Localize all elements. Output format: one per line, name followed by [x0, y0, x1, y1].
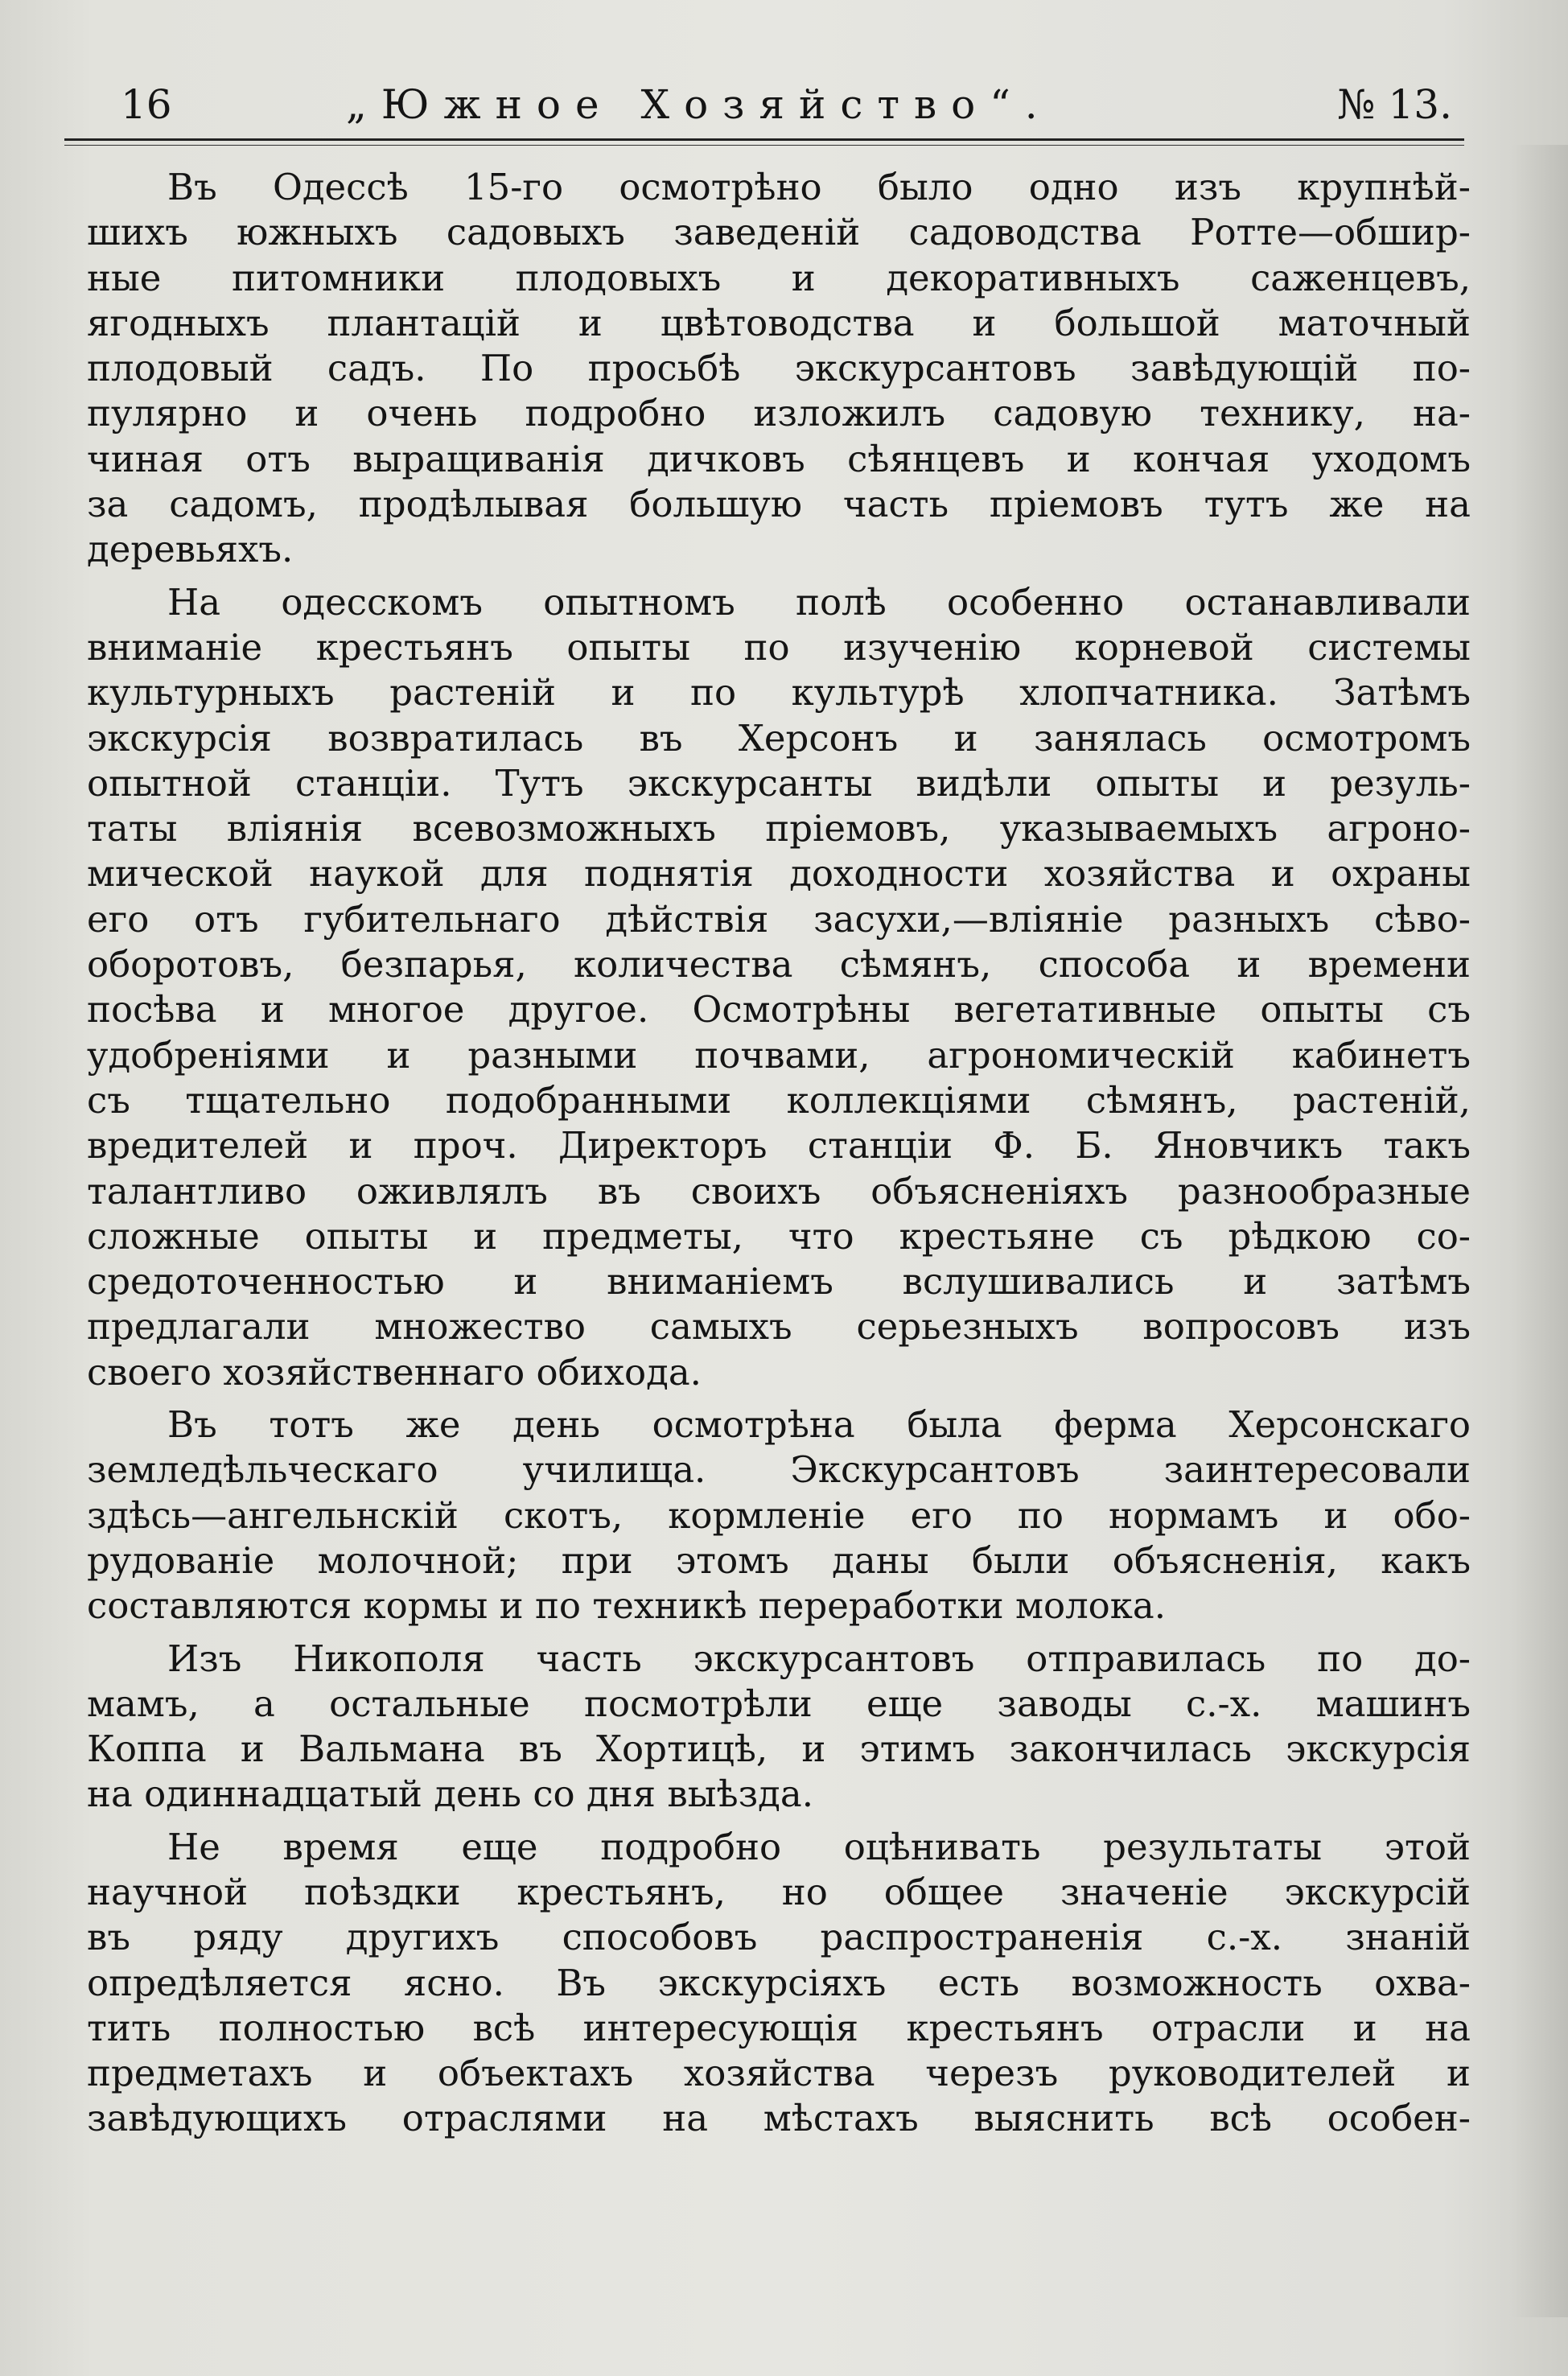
text-line: съ тщательно подобранными коллекцiями сѣмянъ, растенiй, [87, 1078, 1471, 1122]
text-line: средоточенностью и вниманiемъ вслушивались и затѣмъ [87, 1260, 1471, 1303]
paragraph-odessa-garden [87, 165, 1471, 573]
text-line: на одиннадцатый день со дня выѣзда. [87, 1773, 814, 1816]
text-line: сложные опыты и предметы, что крестьяне съ рѣдкою со- [87, 1214, 1471, 1258]
issue-number: № 13. [1337, 81, 1452, 128]
text-line: опытной станцiи. Тутъ экскурсанты видѣли опыты и резуль- [87, 761, 1471, 805]
text-line: научной поѣздки крестьянъ, но общее значенiе экскурсiй [87, 1870, 1471, 1913]
text-line: предлагали множество самыхъ серьезныхъ вопросовъ изъ [87, 1305, 1471, 1349]
text-line: культурныхъ растенiй и по культурѣ хлопчатника. Затѣмъ [87, 671, 1471, 714]
text-line: Изъ Никополя часть экскурсантовъ отправилась по до- [167, 1637, 1471, 1680]
text-line: своего хозяйственнаго обихода. [87, 1350, 702, 1394]
paragraph-conclusions [87, 1825, 1471, 2142]
text-line: вниманiе крестьянъ опыты по изученiю корневой системы [87, 625, 1471, 669]
text-line: здѣсь—ангельнскiй скотъ, кормленiе его по нормамъ и обо- [87, 1493, 1471, 1537]
text-line: тить полностью всѣ интересующiя крестьянъ отрасли и на [87, 2006, 1471, 2049]
text-line: таты влiянiя всевозможныхъ прiемовъ, указываемыхъ агроно- [87, 807, 1471, 850]
article-body [87, 165, 1471, 2149]
text-line: чиная отъ выращиванiя дичковъ сѣянцевъ и кончая уходомъ [87, 437, 1471, 480]
text-line: Не время еще подробно оцѣнивать результаты этой [167, 1825, 1471, 1868]
text-line: завѣдующихъ отраслями на мѣстахъ выяснить всѣ особен- [87, 2097, 1471, 2140]
paragraph-experimental-field [87, 580, 1471, 1395]
text-line: пулярно и очень подробно изложилъ садовую технику, на- [87, 392, 1471, 435]
text-line: ягодныхъ плантацiй и цвѣтоводства и большой маточный [87, 301, 1471, 344]
text-line: мической наукой для поднятiя доходности хозяйства и охраны [87, 852, 1471, 896]
facing-page-bleed [1512, 145, 1568, 2317]
header-rule-thin [64, 145, 1464, 146]
text-line: составляются кормы и по техникѣ переработки молока. [87, 1584, 1167, 1628]
text-line: деревьяхъ. [87, 528, 294, 571]
text-line: Въ тотъ же день осмотрѣна была ферма Херсонскаго [167, 1403, 1471, 1447]
text-line: На одесскомъ опытномъ полѣ особенно останавливали [167, 580, 1471, 624]
text-line: экскурсiя возвратилась въ Херсонъ и занялась осмотромъ [87, 716, 1471, 760]
paragraph-kherson-farm [87, 1402, 1471, 1629]
text-line: предметахъ и объектахъ хозяйства черезъ руководителей и [87, 2052, 1471, 2095]
text-line: земледѣльческаго училища. Экскурсантовъ заинтересовали [87, 1448, 1471, 1492]
header-rule-thick [64, 138, 1464, 141]
text-line: въ ряду другихъ способовъ распространенiя с.-х. знанiй [87, 1916, 1471, 1959]
text-line: талантливо оживлялъ въ своихъ объясненiяхъ разнообразные [87, 1169, 1471, 1213]
text-line: Въ Одессѣ 15-го осмотрѣно было одно изъ крупнѣй- [167, 166, 1471, 208]
text-line: плодовый садъ. По просьбѣ экскурсантовъ завѣдующiй по- [87, 347, 1471, 390]
text-line: опредѣляется ясно. Въ экскурсiяхъ есть возможность охва- [87, 1961, 1471, 2004]
text-line: его отъ губительнаго дѣйствiя засухи,—влiянiе разныхъ сѣво- [87, 897, 1471, 941]
text-line: шихъ южныхъ садовыхъ заведенiй садоводства Ротте—обшир- [87, 211, 1471, 254]
text-line: рудованiе молочной; при этомъ даны были объясненiя, какъ [87, 1538, 1471, 1582]
text-line: ные питомники плодовыхъ и декоративныхъ саженцевъ, [87, 256, 1471, 299]
text-line: вредителей и проч. Директоръ станцiи Ф. Б. Яновчикъ такъ [87, 1124, 1471, 1167]
page-number: 16 [121, 81, 172, 128]
paragraph-nikopol [87, 1637, 1471, 1818]
text-line: мамъ, а остальные посмотрѣли еще заводы с.-х. машинъ [87, 1682, 1471, 1725]
text-line: удобренiями и разными почвами, агрономическiй кабинетъ [87, 1033, 1471, 1077]
text-line: за садомъ, продѣлывая большую часть прiемовъ тутъ же на [87, 483, 1471, 526]
journal-title: „Южное Хозяйство“. [346, 81, 1052, 128]
text-line: посѣва и многое другое. Осмотрѣны вегетативные опыты съ [87, 988, 1471, 1032]
running-header [121, 76, 1472, 133]
text-line: Коппа и Вальмана въ Хортицѣ, и этимъ закончилась экскурсiя [87, 1727, 1471, 1771]
text-line: оборотовъ, безпарья, количества сѣмянъ, способа и времени [87, 943, 1471, 986]
